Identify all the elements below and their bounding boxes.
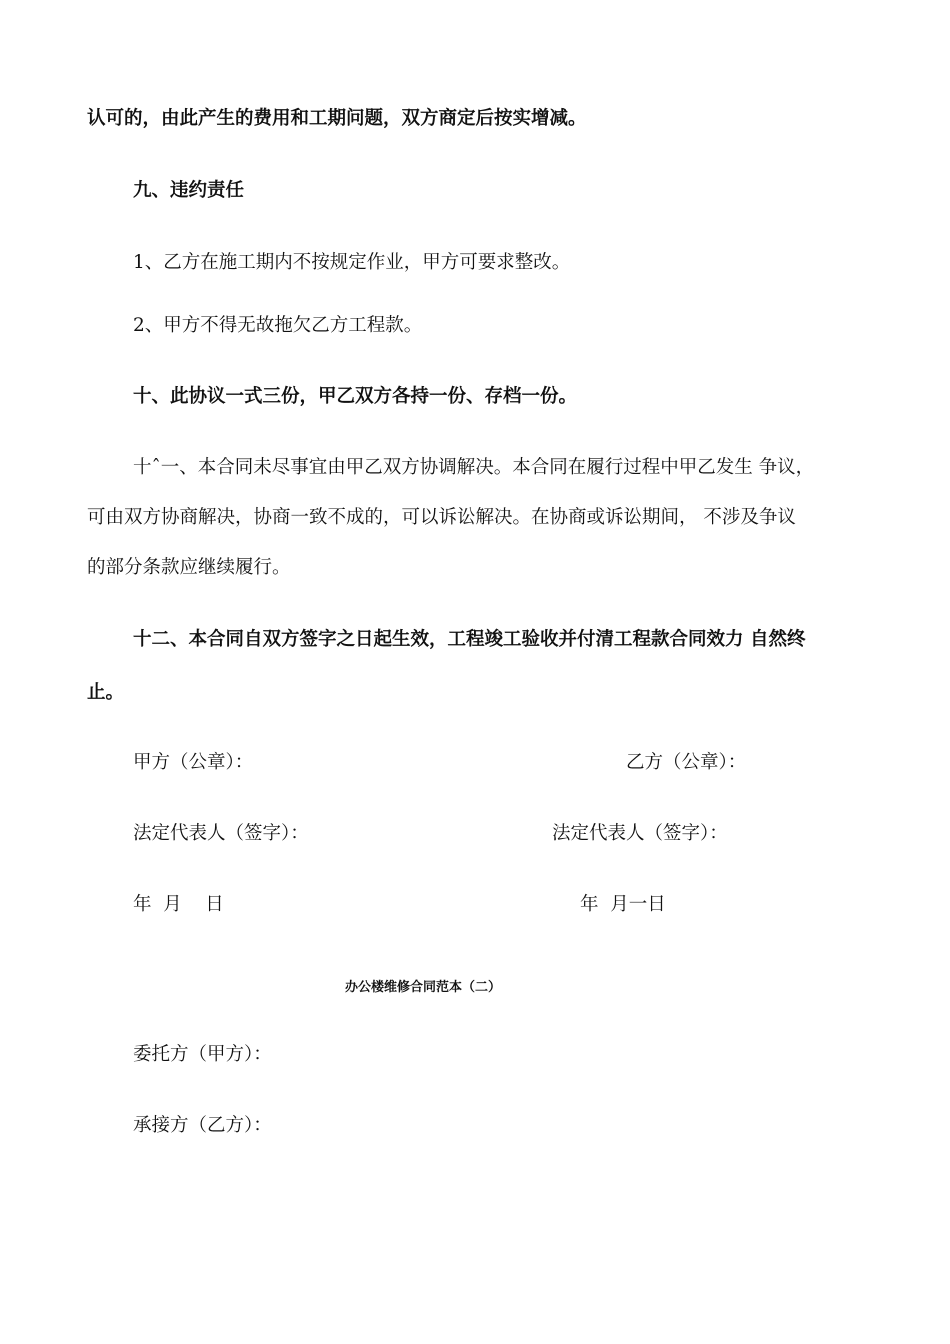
contractor-party-label: 承接方（乙方）： xyxy=(133,1115,272,1136)
party-a-rep-label: 法定代表人（签字）： xyxy=(133,823,309,844)
party-b-date-label: 年 月一日 xyxy=(580,894,666,915)
section-11-line-3: 的部分条款应继续履行。 xyxy=(87,557,291,578)
client-party-label: 委托方（甲方）： xyxy=(133,1044,272,1065)
party-b-seal-label: 乙方（公章）： xyxy=(626,752,747,773)
paragraph-cost-adjustment: 认可的，由此产生的费用和工期问题，双方商定后按实增减。 xyxy=(87,108,587,129)
party-b-rep-label: 法定代表人（签字）： xyxy=(552,823,728,844)
section-heading-breach: 九、违约责任 xyxy=(133,180,245,201)
section-11-line-2: 可由双方协商解决，协商一致不成的，可以诉讼解决。在协商或诉讼期间， 不涉及争议 xyxy=(87,507,796,528)
second-contract-title: 办公楼维修合同范本（二） xyxy=(345,980,502,995)
clause-9-1: 1、乙方在施工期内不按规定作业，甲方可要求整改。 xyxy=(133,252,571,273)
party-a-date-label: 年 月 日 xyxy=(133,894,224,915)
section-12-line-2: 止。 xyxy=(87,682,125,703)
party-a-seal-label: 甲方（公章）： xyxy=(133,752,254,773)
clause-9-2: 2、甲方不得无故拖欠乙方工程款。 xyxy=(133,315,423,336)
section-10-copies: 十、此协议一式三份，甲乙双方各持一份、存档一份。 xyxy=(133,386,578,407)
section-12-line-1: 十二、本合同自双方签字之日起生效，工程竣工验收并付清工程款合同效力 自然终 xyxy=(133,629,806,650)
section-11-line-1: 十ˆ一、本合同未尽事宜由甲乙双方协调解决。本合同在履行过程中甲乙发生 争议， xyxy=(133,457,815,478)
